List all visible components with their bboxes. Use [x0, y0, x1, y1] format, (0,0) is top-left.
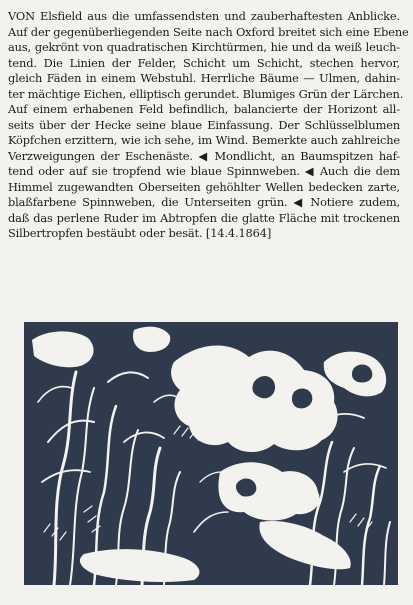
- text-line: Verzweigungen der Eschenäste. ◀ Mondlicht, an Baumspitzen haf-: [8, 148, 400, 163]
- text-line: ter mächtige Eichen, elliptisch gerundet. Blumiges Grün der Lärchen.: [8, 86, 404, 101]
- text-line: seits über der Hecke seine blaue Einfassung. Der Schlüsselblumen: [8, 117, 400, 132]
- text-line: VON Elsfield aus die umfassendsten und zauberhaftesten Anblicke.: [8, 9, 400, 23]
- text-line: tend. Die Linien der Felder, Schicht um Schicht, stechen hervor,: [8, 55, 400, 70]
- text-line: tend oder auf sie tropfend wie blaue Spinnweben. ◀ Auch die dem: [8, 164, 400, 178]
- text-line: aus, gekrönt von quadratischen Kirchtürmen, hie und da weiß leuch-: [8, 40, 400, 54]
- text-line: Auf einem erhabenen Feld befindlich, balancierte der Horizont all-: [8, 102, 400, 116]
- text-line-date: Silbertropfen bestäubt oder besät. [14.4.1864]: [8, 226, 272, 240]
- text-line: Köpfchen erzittern, wie ich sehe, im Wind. Bemerkte auch zahlreiche: [8, 133, 400, 147]
- journal-entry-text: [8, 9, 409, 242]
- text-line: blaßfarbene Spinnweben, die Unterseiten grün. ◀ Notiere zudem,: [8, 195, 400, 209]
- text-line: Auf der gegenüberliegenden Seite nach Oxford breitet sich eine Ebene: [8, 24, 409, 39]
- text-line: daß das perlene Ruder im Abtropfen die glatte Fläche mit trockenen: [8, 210, 400, 225]
- text-line: Himmel zugewandten Oberseiten gehöhlter Wellen bedecken zarte,: [8, 179, 400, 194]
- woodcut-illustration: [24, 322, 398, 585]
- text-line: gleich Fäden in einem Webstuhl. Herrliche Bäume — Ulmen, dahin-: [8, 71, 400, 85]
